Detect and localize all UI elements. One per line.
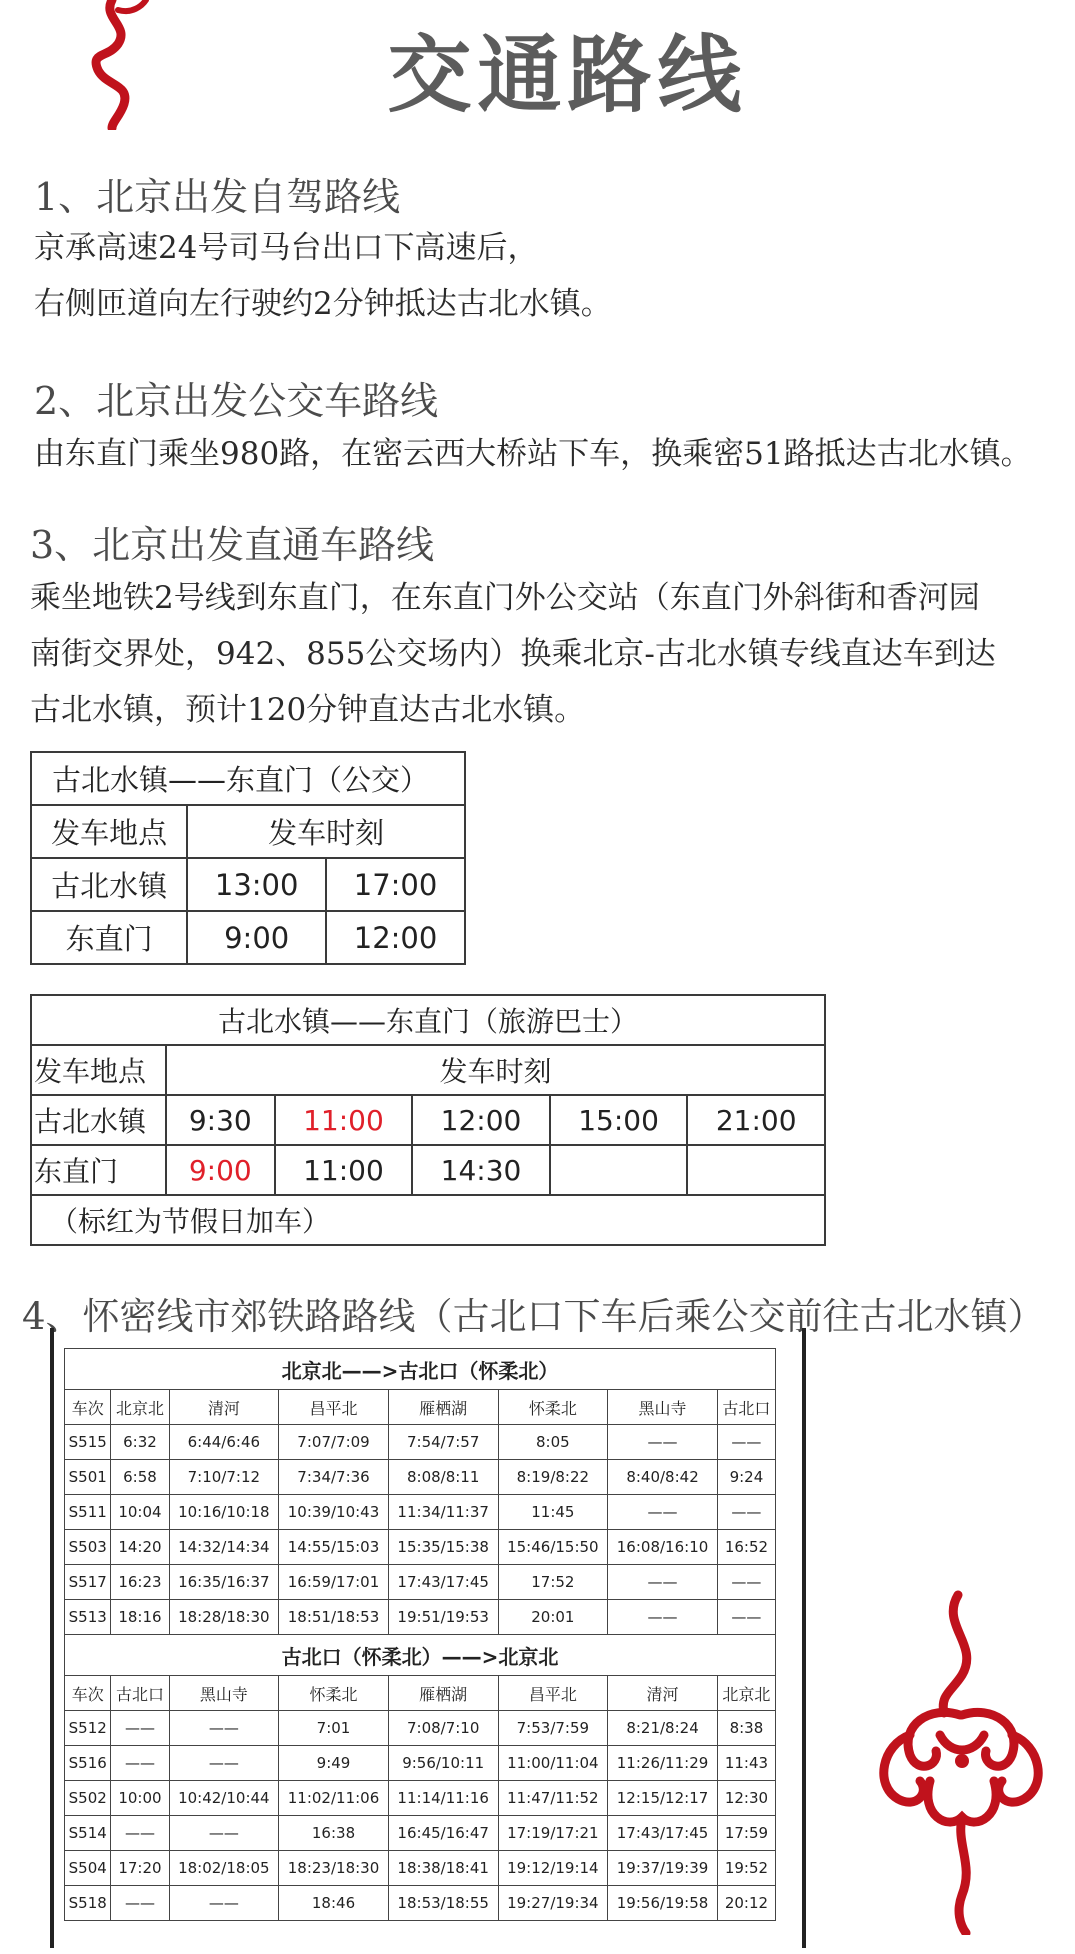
table-cell: 15:00 [550,1095,688,1145]
table-cell: 18:02/18:05 [169,1851,279,1886]
section-heading: 2、北京出发公交车路线 [34,379,439,423]
table-cell: 9:00 [187,911,326,964]
table-cell: 19:12/19:14 [498,1851,608,1886]
column-header: 北京北 [111,1390,169,1425]
table-cell: S512 [65,1711,111,1746]
table-cell: —— [111,1711,169,1746]
table-cell: 6:32 [111,1425,169,1460]
table-cell: 21:00 [687,1095,825,1145]
table-cell: 6:44/6:46 [169,1425,279,1460]
table-cell: 7:54/7:57 [388,1425,498,1460]
table-cell [550,1145,688,1195]
table-cell: 18:38/18:41 [388,1851,498,1886]
table-cell: 13:00 [187,858,326,911]
table-cell: 7:08/7:10 [388,1711,498,1746]
table-cell: 17:52 [498,1565,608,1600]
column-header: 发车时刻 [187,805,465,858]
table-row [65,1851,776,1886]
table-cell: 19:27/19:34 [498,1886,608,1921]
table-cell: 20:12 [717,1886,775,1921]
table-row [65,1565,776,1600]
table-cell: 18:16 [111,1600,169,1635]
table-cell: —— [608,1565,718,1600]
table-cell: 10:16/10:18 [169,1495,279,1530]
table-note: （标红为节假日加车） [31,1195,825,1245]
column-header: 车次 [65,1676,111,1711]
table-cell: —— [169,1886,279,1921]
table-cell: 8:05 [498,1425,608,1460]
table-cell: 19:52 [717,1851,775,1886]
section-heading: 4、怀密线市郊铁路路线（古北口下车后乘公交前往古北水镇） [22,1295,1045,1338]
column-header: 黑山寺 [608,1390,718,1425]
section-heading: 3、北京出发直通车路线 [30,523,435,567]
table-cell: 古北水镇 [31,858,187,911]
table-cell: 14:30 [412,1145,550,1195]
bus-schedule-table [30,751,466,965]
table-cell: 6:58 [111,1460,169,1495]
column-header: 发车地点 [31,1045,166,1095]
column-header: 发车地点 [31,805,187,858]
column-header: 雁栖湖 [388,1676,498,1711]
section-heading: 1、北京出发自驾路线 [34,175,401,219]
table-cell: 12:00 [412,1095,550,1145]
table-cell: 16:08/16:10 [608,1530,718,1565]
table-cell: 10:00 [111,1781,169,1816]
table-cell: 11:43 [717,1746,775,1781]
table-cell: 10:42/10:44 [169,1781,279,1816]
table-row [65,1816,776,1851]
timetable-direction-title: 古北口（怀柔北）——>北京北 [65,1635,776,1676]
table-cell: S511 [65,1495,111,1530]
table-cell: S516 [65,1746,111,1781]
table-cell: 19:37/19:39 [608,1851,718,1886]
table-cell: 7:01 [279,1711,389,1746]
table-cell: 8:38 [717,1711,775,1746]
section-text: 右侧匝道向左行驶约2分钟抵达古北水镇。 [34,286,612,322]
column-header: 清河 [608,1676,718,1711]
section-text: 由东直门乘坐980路，在密云西大桥站下车，换乘密51路抵达古北水镇。 [34,436,1032,472]
train-timetable [64,1348,776,1921]
table-row [65,1886,776,1921]
table-cell: 17:43/17:45 [608,1816,718,1851]
column-header: 古北口 [717,1390,775,1425]
table-cell: 11:00 [275,1145,413,1195]
table-cell: 20:01 [498,1600,608,1635]
table-cell: S502 [65,1781,111,1816]
table-cell [687,1145,825,1195]
section-text: 古北水镇，预计120分钟直达古北水镇。 [30,692,586,728]
table-cell: 9:56/10:11 [388,1746,498,1781]
table-cell: 17:20 [111,1851,169,1886]
table-title: 古北水镇——东直门（旅游巴士） [31,995,825,1045]
table-cell: 17:00 [326,858,465,911]
table-row [65,1460,776,1495]
table-cell: 16:45/16:47 [388,1816,498,1851]
table-cell: 8:19/8:22 [498,1460,608,1495]
table-cell: 10:39/10:43 [279,1495,389,1530]
decorative-flourish-icon [870,1585,1050,1935]
table-cell: 16:59/17:01 [279,1565,389,1600]
table-cell: 11:45 [498,1495,608,1530]
table-cell: S501 [65,1460,111,1495]
table-cell: —— [111,1746,169,1781]
table-cell: 18:53/18:55 [388,1886,498,1921]
page-title: 交通路线 [387,26,748,124]
table-cell: 东直门 [31,911,187,964]
table-cell: 东直门 [31,1145,166,1195]
table-cell: 18:23/18:30 [279,1851,389,1886]
table-row [65,1711,776,1746]
column-header: 怀柔北 [279,1676,389,1711]
table-row [65,1781,776,1816]
timetable-direction-title: 北京北——>古北口（怀柔北） [65,1349,776,1390]
column-header: 黑山寺 [169,1676,279,1711]
table-row [65,1746,776,1781]
table-cell: —— [169,1711,279,1746]
table-cell: —— [608,1495,718,1530]
table-cell: 19:56/19:58 [608,1886,718,1921]
table-cell: 16:52 [717,1530,775,1565]
table-cell: —— [717,1565,775,1600]
column-header: 北京北 [717,1676,775,1711]
table-cell: —— [608,1600,718,1635]
table-cell: 17:19/17:21 [498,1816,608,1851]
table-cell: 16:35/16:37 [169,1565,279,1600]
table-cell: 8:40/8:42 [608,1460,718,1495]
table-cell: 17:59 [717,1816,775,1851]
table-cell: 9:24 [717,1460,775,1495]
table-cell: 15:46/15:50 [498,1530,608,1565]
table-cell: —— [717,1600,775,1635]
table-cell: 10:04 [111,1495,169,1530]
table-cell: 7:34/7:36 [279,1460,389,1495]
table-cell: 19:51/19:53 [388,1600,498,1635]
table-cell: 18:28/18:30 [169,1600,279,1635]
table-cell: 17:43/17:45 [388,1565,498,1600]
table-cell: S514 [65,1816,111,1851]
table-cell: 14:55/15:03 [279,1530,389,1565]
table-cell: 12:00 [326,911,465,964]
column-header: 发车时刻 [166,1045,825,1095]
table-cell: 9:49 [279,1746,389,1781]
table-cell: 7:07/7:09 [279,1425,389,1460]
table-cell: 8:08/8:11 [388,1460,498,1495]
table-cell: 16:23 [111,1565,169,1600]
table-cell: —— [717,1425,775,1460]
table-cell-holiday: 11:00 [275,1095,413,1145]
table-cell: S513 [65,1600,111,1635]
table-cell: 18:51/18:53 [279,1600,389,1635]
table-cell: 7:10/7:12 [169,1460,279,1495]
column-header: 清河 [169,1390,279,1425]
column-header: 昌平北 [498,1676,608,1711]
table-cell: S503 [65,1530,111,1565]
column-header: 车次 [65,1390,111,1425]
tour-bus-schedule-table [30,994,826,1246]
table-cell: 11:02/11:06 [279,1781,389,1816]
column-header: 怀柔北 [498,1390,608,1425]
column-header: 昌平北 [279,1390,389,1425]
column-header: 雁栖湖 [388,1390,498,1425]
table-cell: 11:34/11:37 [388,1495,498,1530]
table-title: 古北水镇——东直门（公交） [31,752,465,805]
table-cell: 8:21/8:24 [608,1711,718,1746]
table-row [65,1600,776,1635]
section-text: 京承高速24号司马台出口下高速后， [34,230,539,266]
section-text: 南街交界处，942、855公交场内）换乘北京-古北水镇专线直达车到达 [30,636,996,672]
table-row [65,1495,776,1530]
table-cell: 12:30 [717,1781,775,1816]
table-cell: 11:47/11:52 [498,1781,608,1816]
table-cell: —— [717,1495,775,1530]
table-cell: 11:26/11:29 [608,1746,718,1781]
table-cell: 9:30 [166,1095,275,1145]
table-cell: —— [111,1816,169,1851]
table-cell: S515 [65,1425,111,1460]
column-header: 古北口 [111,1676,169,1711]
table-cell: —— [169,1816,279,1851]
table-cell: S517 [65,1565,111,1600]
table-cell: 12:15/12:17 [608,1781,718,1816]
table-cell: 14:32/14:34 [169,1530,279,1565]
table-cell: 古北水镇 [31,1095,166,1145]
table-cell: 11:00/11:04 [498,1746,608,1781]
table-cell: 11:14/11:16 [388,1781,498,1816]
table-cell: —— [608,1425,718,1460]
table-row [65,1425,776,1460]
table-cell: —— [169,1746,279,1781]
section-text: 乘坐地铁2号线到东直门，在东直门外公交站（东直门外斜街和香河园 [30,580,980,616]
table-cell: 7:53/7:59 [498,1711,608,1746]
table-cell: S518 [65,1886,111,1921]
table-row [65,1530,776,1565]
table-cell-holiday: 9:00 [166,1145,275,1195]
table-cell: —— [111,1886,169,1921]
table-cell: 15:35/15:38 [388,1530,498,1565]
table-cell: S504 [65,1851,111,1886]
table-cell: 16:38 [279,1816,389,1851]
table-cell: 18:46 [279,1886,389,1921]
table-cell: 14:20 [111,1530,169,1565]
